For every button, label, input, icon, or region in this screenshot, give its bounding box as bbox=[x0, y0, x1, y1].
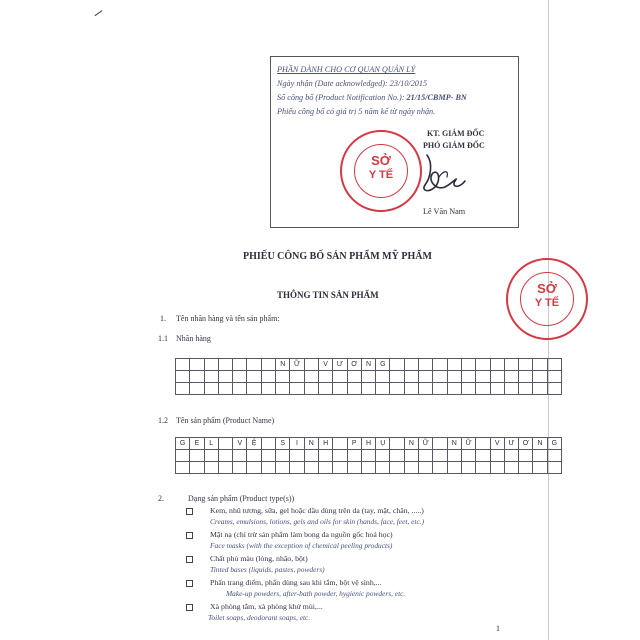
brand-cell bbox=[461, 383, 475, 395]
brand-cell bbox=[504, 383, 518, 395]
admin-heading: PHẦN DÀNH CHO CƠ QUAN QUẢN LÝ bbox=[277, 65, 416, 74]
brand-cell bbox=[547, 359, 561, 371]
type-checkbox[interactable] bbox=[186, 604, 193, 611]
page-number: 1 bbox=[496, 624, 500, 633]
type-checkbox[interactable] bbox=[186, 556, 193, 563]
product-cell bbox=[190, 450, 204, 462]
brand-cell bbox=[347, 371, 361, 383]
brand-cell bbox=[376, 371, 390, 383]
type-checkbox[interactable] bbox=[186, 508, 193, 515]
brand-cell bbox=[504, 371, 518, 383]
brand-cell bbox=[276, 371, 290, 383]
brand-cell bbox=[433, 371, 447, 383]
product-cell: Ữ bbox=[419, 438, 433, 450]
product-cell: I bbox=[290, 438, 304, 450]
brand-cell bbox=[476, 371, 490, 383]
brand-cell bbox=[533, 371, 547, 383]
product-cell bbox=[247, 450, 261, 462]
product-cell: Ệ bbox=[247, 438, 261, 450]
q1-number: 1. bbox=[160, 314, 166, 323]
brand-cell bbox=[547, 383, 561, 395]
brand-cell bbox=[176, 371, 190, 383]
product-cell bbox=[433, 450, 447, 462]
product-cell bbox=[404, 462, 418, 474]
brand-cell bbox=[361, 383, 375, 395]
brand-cell bbox=[333, 383, 347, 395]
product-cell bbox=[419, 450, 433, 462]
brand-cell bbox=[533, 359, 547, 371]
product-cell bbox=[304, 462, 318, 474]
product-cell bbox=[176, 462, 190, 474]
product-cell bbox=[533, 450, 547, 462]
notification-number bbox=[277, 93, 467, 102]
type-checkbox[interactable] bbox=[186, 580, 193, 587]
product-cell bbox=[333, 438, 347, 450]
product-cell bbox=[447, 450, 461, 462]
product-cell bbox=[233, 450, 247, 462]
product-cell bbox=[276, 462, 290, 474]
brand-cell bbox=[461, 359, 475, 371]
product-cell: H bbox=[318, 438, 332, 450]
product-cell bbox=[204, 462, 218, 474]
product-cell bbox=[276, 450, 290, 462]
type-label-en: Face masks (with the exception of chemical peeling products) bbox=[210, 541, 393, 550]
product-cell: Ơ bbox=[519, 438, 533, 450]
brand-cell bbox=[404, 383, 418, 395]
product-cell: N bbox=[447, 438, 461, 450]
product-cell: Ư bbox=[504, 438, 518, 450]
product-cell: H bbox=[361, 438, 375, 450]
product-cell: P bbox=[347, 438, 361, 450]
q1-2-number: 1.2 bbox=[158, 416, 168, 425]
brand-cell bbox=[204, 383, 218, 395]
brand-cell bbox=[247, 383, 261, 395]
type-label-en: Toilet soaps, deodorant soaps, etc. bbox=[208, 613, 311, 622]
type-label-vi: Xà phòng tắm, xà phòng khử mùi,... bbox=[210, 602, 323, 611]
brand-cell bbox=[533, 383, 547, 395]
brand-cell bbox=[347, 383, 361, 395]
notification-number-label: Số công bố (Product Notification No.): bbox=[277, 93, 407, 102]
brand-cell bbox=[547, 371, 561, 383]
product-cell bbox=[476, 462, 490, 474]
brand-cell bbox=[304, 359, 318, 371]
product-cell bbox=[218, 462, 232, 474]
product-cell bbox=[261, 462, 275, 474]
signature-icon bbox=[419, 151, 471, 197]
signer-name: Lê Văn Nam bbox=[423, 207, 466, 216]
brand-cell bbox=[261, 359, 275, 371]
product-cell bbox=[390, 450, 404, 462]
brand-cell bbox=[247, 371, 261, 383]
partial-seal-icon bbox=[506, 258, 588, 340]
q2-label: Dạng sản phẩm (Product type(s)) bbox=[188, 494, 295, 503]
brand-cell bbox=[519, 371, 533, 383]
brand-cell bbox=[233, 371, 247, 383]
partial-seal-line-1: SỞ bbox=[537, 281, 557, 296]
brand-cell bbox=[204, 371, 218, 383]
q1-label: Tên nhãn hàng và tên sản phẩm: bbox=[176, 314, 280, 323]
product-cell bbox=[318, 450, 332, 462]
product-cell: G bbox=[176, 438, 190, 450]
brand-cell bbox=[290, 371, 304, 383]
brand-cell bbox=[490, 371, 504, 383]
product-cell bbox=[519, 450, 533, 462]
product-cell bbox=[347, 450, 361, 462]
brand-cell: N bbox=[276, 359, 290, 371]
product-cell bbox=[190, 462, 204, 474]
product-cell bbox=[204, 450, 218, 462]
product-cell bbox=[176, 450, 190, 462]
product-cell bbox=[304, 450, 318, 462]
product-cell bbox=[490, 462, 504, 474]
brand-cell bbox=[261, 383, 275, 395]
brand-cell bbox=[404, 359, 418, 371]
product-cell bbox=[290, 450, 304, 462]
brand-cell bbox=[419, 359, 433, 371]
product-cell bbox=[533, 462, 547, 474]
seal-line-1: SỞ bbox=[371, 153, 391, 168]
product-cell bbox=[347, 462, 361, 474]
brand-cell bbox=[361, 371, 375, 383]
product-cell: N bbox=[533, 438, 547, 450]
official-seal-icon bbox=[340, 130, 422, 212]
type-label-vi: Phấn trang điểm, phấn dùng sau khi tắm, bột vệ sinh,... bbox=[210, 578, 382, 587]
product-cell bbox=[461, 450, 475, 462]
product-cell bbox=[433, 462, 447, 474]
type-label-vi: Mặt nạ (chỉ trừ sản phẩm làm bong da nguồn gốc hoá học) bbox=[210, 530, 393, 539]
brand-cell: Ữ bbox=[290, 359, 304, 371]
signer-title-2: PHÓ GIÁM ĐỐC bbox=[423, 141, 485, 150]
product-cell bbox=[547, 462, 561, 474]
validity-note: Phiếu công bố có giá trị 5 năm kể từ ngày nhận. bbox=[277, 107, 436, 116]
brand-cell bbox=[461, 371, 475, 383]
product-cell bbox=[376, 462, 390, 474]
brand-cell bbox=[476, 359, 490, 371]
brand-cell bbox=[176, 383, 190, 395]
product-cell bbox=[247, 462, 261, 474]
brand-cell bbox=[247, 359, 261, 371]
product-cell bbox=[519, 462, 533, 474]
product-cell: V bbox=[233, 438, 247, 450]
brand-cell bbox=[476, 383, 490, 395]
product-cell bbox=[476, 438, 490, 450]
product-cell: N bbox=[304, 438, 318, 450]
seal-line-2: Y TẾ bbox=[368, 169, 394, 181]
type-label-en: Tinted bases (liquids, pastes, powders) bbox=[210, 565, 325, 574]
brand-cell bbox=[490, 359, 504, 371]
type-checkbox[interactable] bbox=[186, 532, 193, 539]
product-cell bbox=[233, 462, 247, 474]
brand-cell bbox=[218, 371, 232, 383]
product-cell bbox=[390, 462, 404, 474]
brand-cell bbox=[304, 383, 318, 395]
product-cell bbox=[547, 450, 561, 462]
brand-cell bbox=[419, 371, 433, 383]
brand-name-grid bbox=[175, 358, 562, 395]
product-cell bbox=[390, 438, 404, 450]
product-cell: Ụ bbox=[376, 438, 390, 450]
brand-cell bbox=[419, 383, 433, 395]
date-acknowledged: Ngày nhận (Date acknowledged): 23/10/2015 bbox=[277, 79, 428, 88]
product-cell: N bbox=[404, 438, 418, 450]
brand-cell bbox=[333, 371, 347, 383]
brand-cell bbox=[390, 359, 404, 371]
brand-cell bbox=[404, 371, 418, 383]
brand-cell: G bbox=[376, 359, 390, 371]
product-cell bbox=[361, 450, 375, 462]
type-label-vi: Kem, nhũ tương, sữa, gel hoặc dầu dùng trên da (tay, mặt, chân, .....) bbox=[210, 506, 424, 515]
type-label-en: Make-up powders, after-bath powder, hygienic powders, etc. bbox=[226, 589, 406, 598]
product-cell bbox=[504, 450, 518, 462]
type-label-en: Creams, emulsions, lotions, gels and oils for skin (hands, face, feet, etc.) bbox=[210, 517, 425, 526]
brand-cell bbox=[190, 383, 204, 395]
section-title: THÔNG TIN SẢN PHẨM bbox=[277, 290, 379, 300]
product-cell bbox=[433, 438, 447, 450]
brand-cell bbox=[376, 383, 390, 395]
brand-cell: N bbox=[361, 359, 375, 371]
brand-cell bbox=[304, 371, 318, 383]
brand-cell: Ư bbox=[333, 359, 347, 371]
brand-cell bbox=[433, 383, 447, 395]
product-cell bbox=[261, 438, 275, 450]
brand-cell bbox=[276, 383, 290, 395]
product-cell bbox=[333, 450, 347, 462]
q2-number: 2. bbox=[158, 494, 164, 503]
brand-cell bbox=[233, 383, 247, 395]
brand-cell bbox=[190, 359, 204, 371]
product-cell bbox=[476, 450, 490, 462]
document-title: PHIẾU CÔNG BỐ SẢN PHẨM MỸ PHẨM bbox=[243, 251, 432, 262]
brand-cell bbox=[290, 383, 304, 395]
product-cell bbox=[447, 462, 461, 474]
product-cell bbox=[318, 462, 332, 474]
notification-number-value: 21/15/CBMP- BN bbox=[406, 93, 467, 102]
product-cell bbox=[333, 462, 347, 474]
product-cell bbox=[376, 450, 390, 462]
brand-cell bbox=[176, 359, 190, 371]
product-cell bbox=[261, 450, 275, 462]
product-cell: E bbox=[190, 438, 204, 450]
product-cell bbox=[490, 450, 504, 462]
brand-cell bbox=[318, 383, 332, 395]
product-cell bbox=[404, 450, 418, 462]
brand-cell bbox=[390, 383, 404, 395]
signer-title-1: KT. GIÁM ĐỐC bbox=[427, 129, 485, 138]
brand-cell bbox=[447, 383, 461, 395]
brand-cell bbox=[190, 371, 204, 383]
pen-mark bbox=[95, 10, 107, 22]
product-cell bbox=[218, 450, 232, 462]
product-name-grid bbox=[175, 437, 562, 474]
product-cell bbox=[290, 462, 304, 474]
product-cell: V bbox=[490, 438, 504, 450]
brand-cell bbox=[490, 383, 504, 395]
brand-cell bbox=[218, 359, 232, 371]
brand-cell bbox=[204, 359, 218, 371]
brand-cell bbox=[519, 359, 533, 371]
type-label-vi: Chất phủ màu (lỏng, nhão, bột) bbox=[210, 554, 308, 563]
brand-cell bbox=[519, 383, 533, 395]
q1-1-label: Nhãn hàng bbox=[176, 334, 211, 343]
product-cell bbox=[419, 462, 433, 474]
brand-cell bbox=[447, 359, 461, 371]
product-cell bbox=[218, 438, 232, 450]
brand-cell: Ơ bbox=[347, 359, 361, 371]
brand-cell bbox=[233, 359, 247, 371]
partial-seal-line-2: Y TẾ bbox=[534, 297, 560, 309]
brand-cell bbox=[447, 371, 461, 383]
product-cell: G bbox=[547, 438, 561, 450]
brand-cell bbox=[218, 383, 232, 395]
q1-2-label: Tên sản phẩm (Product Name) bbox=[176, 416, 275, 425]
product-cell: Ữ bbox=[461, 438, 475, 450]
brand-cell bbox=[504, 359, 518, 371]
brand-cell bbox=[433, 359, 447, 371]
product-cell: L bbox=[204, 438, 218, 450]
brand-cell bbox=[261, 371, 275, 383]
product-cell bbox=[361, 462, 375, 474]
product-cell bbox=[461, 462, 475, 474]
brand-cell bbox=[318, 371, 332, 383]
q1-1-number: 1.1 bbox=[158, 334, 168, 343]
product-cell bbox=[504, 462, 518, 474]
brand-cell: V bbox=[318, 359, 332, 371]
product-cell: S bbox=[276, 438, 290, 450]
brand-cell bbox=[390, 371, 404, 383]
